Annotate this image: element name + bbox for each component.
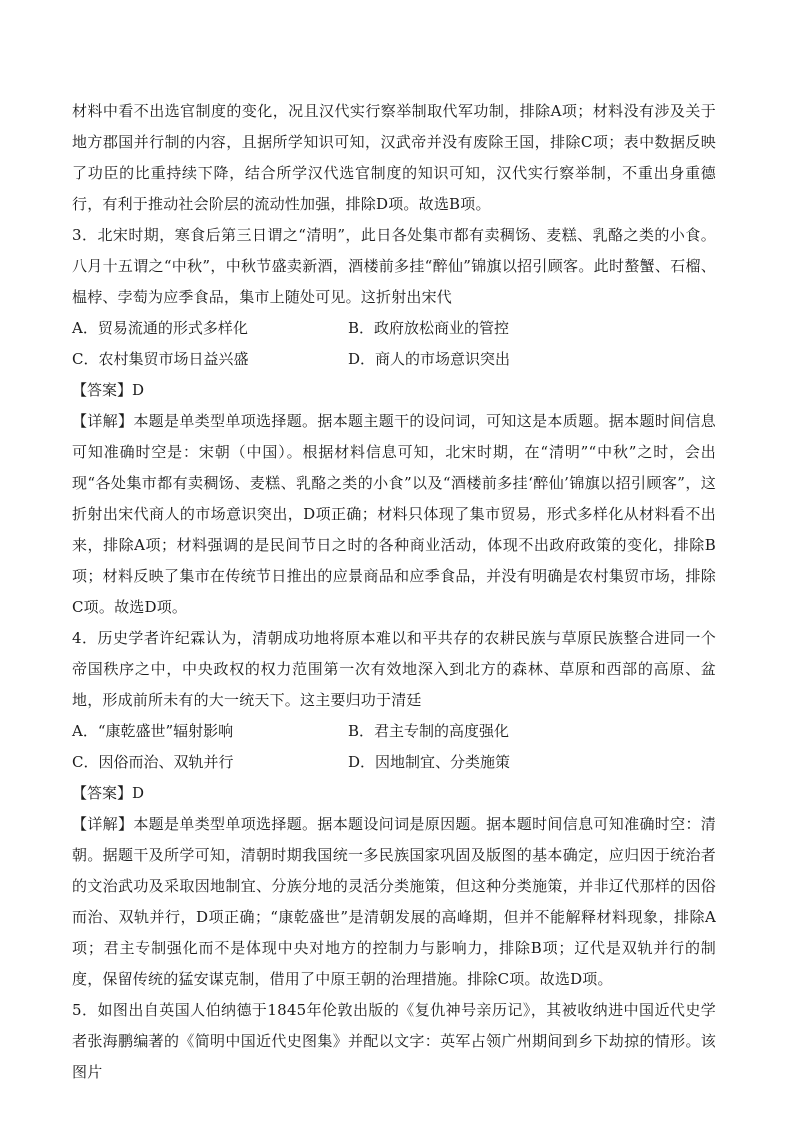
question-4-detail: 【详解】本题是单类型单项选择题。据本题设问词是原因题。据本题时间信息可知准确时空：清朝。据题干及所学可知，清朝时期我国统一多民族国家巩固及版图的基本确定，应归因于统治者的文治武功及采取因地制宜、分族分地的灵活分类施策，但这种分类施策，并非辽代那样的因俗而治、双轨并行，D项正确；“康乾盛世”是清朝发展的高峰期，但并不能解释材料现象，排除A项；君主专制强化而不是体现中央对地方的控制力与影响力，排除B项；辽代是双轨并行的制度，保留传统的猛安谋克制，借用了中原王朝的治理措施。排除C项。故选D项。 [72,815,716,988]
option-c: C．农村集贸市场日益兴盛 [72,350,249,368]
paragraph-q2-explanation-continued: 材料中看不出选官制度的变化，况且汉代实行察举制取代军功制，排除A项；材料没有涉及关于地方郡国并行制的内容，且据所学知识可知，汉武帝并没有废除王国，排除C项；表中数据反映了功臣的比重持续下降，结合所学汉代选官制度的知识可知，汉代实行察举制，不重出身重德行，有利于推动社会阶层的流动性加强，排除D项。故选B项。 [72,102,716,213]
option-d: D．因地制宜、分类施策 [348,753,511,771]
question-3-stem: 3．北宋时期，寒食后第三日谓之“清明”，此日各处集市都有卖稠饧、麦糕、乳酪之类的小食。八月十五谓之“中秋”，中秋节盛卖新酒，酒楼前多挂“醉仙”锦旗以招引顾客。此时螯蟹、石榴、榅桲、孛萄为应季食品，集市上随处可见。这折射出宋代 [72,226,716,306]
option-b: B．君主专制的高度强化 [348,722,510,740]
question-3-options [72,313,716,375]
option-a: A．“康乾盛世”辐射影响 [72,722,234,740]
option-b: B．政府放松商业的管控 [348,319,510,337]
question-5-stem: 5．如图出自英国人伯纳德于1845年伦敦出版的《复仇神号亲历记》，其被收纳进中国近代史学者张海鹏编著的《简明中国近代史图集》并配以文字：英军占领广州期间到乡下劫掠的情形。该图片 [72,1001,716,1081]
question-4-options [72,716,716,778]
option-a: A．贸易流通的形式多样化 [72,319,248,337]
question-4-answer: 【答案】D [72,784,145,802]
question-3-answer: 【答案】D [72,381,145,399]
option-d: D．商人的市场意识突出 [348,350,511,368]
option-c: C．因俗而治、双轨并行 [72,753,234,771]
question-4-stem: 4．历史学者许纪霖认为，清朝成功地将原本难以和平共存的农耕民族与草原民族整合进同一个帝国秩序之中，中央政权的权力范围第一次有效地深入到北方的森林、草原和西部的高原、盆地，形成前所未有的大一统天下。这主要归功于清廷 [72,629,716,709]
question-3-detail: 【详解】本题是单类型单项选择题。据本题主题干的设问词，可知这是本质题。据本题时间信息可知准确时空是：宋朝（中国）。根据材料信息可知，北宋时期，在“清明”“中秋”之时，会出现“各处集市都有卖稠饧、麦糕、乳酪之类的小食”以及“酒楼前多挂‘醉仙’锦旗以招引顾客”，这折射出宋代商人的市场意识突出，D项正确；材料只体现了集市贸易，形式多样化从材料看不出来，排除A项；材料强调的是民间节日之时的各种商业活动，体现不出政府政策的变化，排除B项；材料反映了集市在传统节日推出的应景商品和应季食品，并没有明确是农村集贸市场，排除C项。故选D项。 [72,412,716,616]
